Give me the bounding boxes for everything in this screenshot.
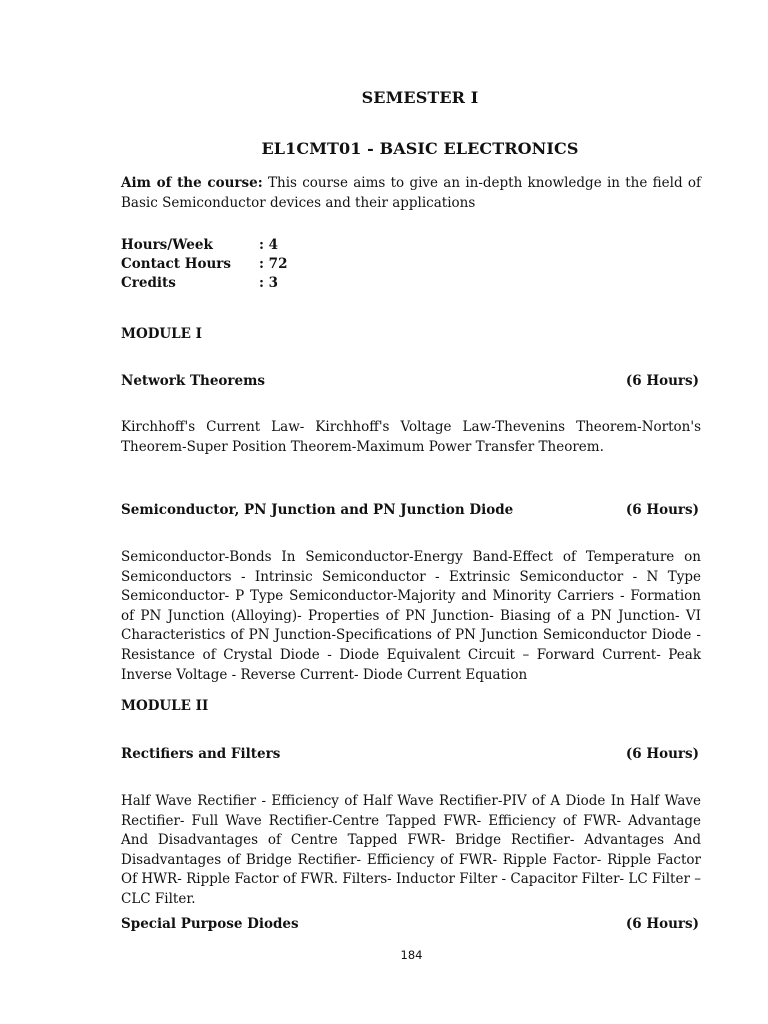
- info-row-contact-hours: [121, 256, 287, 272]
- section-heading-semiconductor: [121, 502, 699, 518]
- section-title: Rectifiers and Filters: [121, 746, 281, 762]
- section-heading-rectifiers: [121, 746, 699, 762]
- section-content: Semiconductor-Bonds In Semiconductor-Energy Band-Effect of Temperature on Semiconductors - Intrinsic Semiconductor - Extrinsic Semiconductor - N Type Semiconductor- P Type Semiconductor-Majority and Minority Carriers - Formation of PN Junction (Alloying)- Properties of PN Junction- Biasing of a PN Junction- VI Characteristics of PN Junction-Specifications of PN Junction Semiconductor Diode - Resistance of Crystal Diode - Diode Equivalent Circuit – Forward Current- Peak Inverse Voltage - Reverse Current- Diode Current Equation: [121, 549, 701, 683]
- aim-label: Aim of the course:: [121, 175, 263, 191]
- info-label: Credits: [121, 275, 176, 291]
- info-value: : 72: [259, 256, 288, 272]
- module-heading: MODULE II: [121, 698, 209, 714]
- section-heading-network-theorems: [121, 373, 699, 389]
- module-heading: MODULE I: [121, 326, 202, 342]
- section-title: Semiconductor, PN Junction and PN Junction Diode: [121, 502, 514, 518]
- info-value: : 3: [259, 275, 279, 291]
- course-title: EL1CMT01 - BASIC ELECTRONICS: [261, 139, 579, 158]
- section-heading-special-diodes: [121, 916, 699, 932]
- aim-text: This course aims to give an in-depth knowledge in the field of Basic Semiconductor devices and their applications: [121, 175, 701, 211]
- info-value: : 4: [259, 237, 279, 253]
- aim-paragraph: [121, 174, 701, 213]
- section-hours: (6 Hours): [625, 746, 699, 762]
- section-content: Half Wave Rectifier - Efficiency of Half Wave Rectifier-PIV of A Diode In Half Wave Rectifier- Full Wave Rectifier-Centre Tapped FWR- Efficiency of FWR- Advantage And Disadvantages of Centre Tapped FWR- Bridge Rectifier- Advantages And Disadvantages of Bridge Rectifier- Efficiency of FWR- Ripple Factor- Ripple Factor Of HWR- Ripple Factor of FWR. Filters- Inductor Filter - Capacitor Filter- LC Filter – CLC Filter.: [121, 793, 701, 907]
- info-label: Contact Hours: [121, 256, 231, 272]
- info-row-credits: [121, 275, 278, 291]
- info-row-hours-week: [121, 237, 278, 253]
- section-title: Special Purpose Diodes: [121, 916, 299, 932]
- section-content: Kirchhoff's Current Law- Kirchhoff's Voltage Law-Thevenins Theorem-Norton's Theorem-Super Position Theorem-Maximum Power Transfer Theorem.: [121, 419, 701, 455]
- page-number: 184: [400, 948, 423, 962]
- section-hours: (6 Hours): [625, 502, 699, 518]
- semester-title: SEMESTER I: [361, 88, 479, 107]
- info-label: Hours/Week: [121, 237, 213, 253]
- section-hours: (6 Hours): [625, 916, 699, 932]
- section-hours: (6 Hours): [625, 373, 699, 389]
- section-title: Network Theorems: [121, 373, 265, 389]
